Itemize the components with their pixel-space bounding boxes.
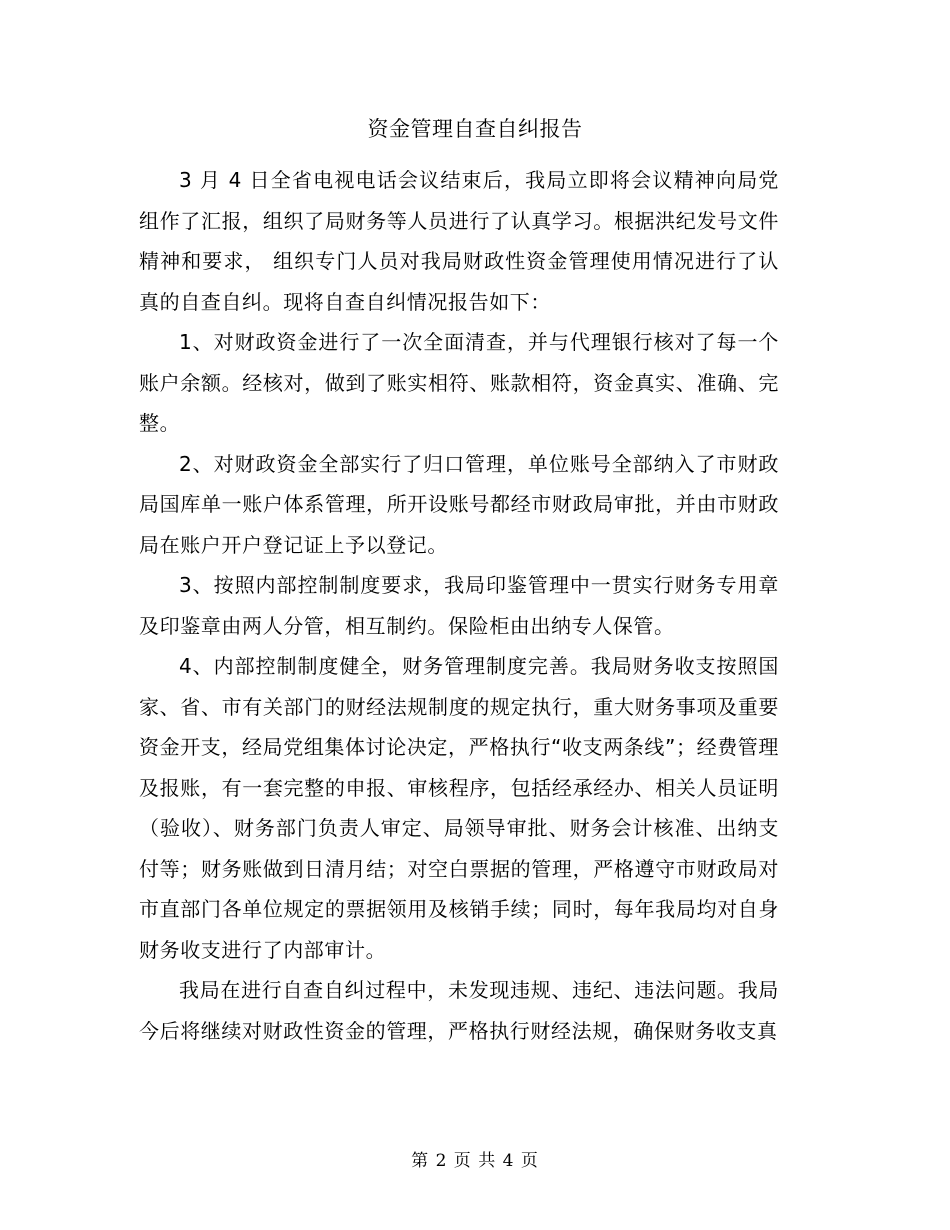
page-number-footer: 第 2 页 共 4 页 — [411, 1151, 539, 1171]
document-title: 资金管理自查自纠报告 — [367, 117, 583, 141]
paragraph-item-3: 3、按照内部控制制度要求，我局印鉴管理中一贯实行财务专用章及印鉴章由两人分管，相互制约。保险柜由出纳专人保管。 — [139, 573, 779, 638]
paragraph-item-2: 2、对财政资金全部实行了归口管理，单位账号全部纳入了市财政局国库单一账户体系管理，所开设账号都经市财政局审批，并由市财政局在账户开户登记证上予以登记。 — [139, 451, 779, 557]
paragraph-intro: 3 月 4 日全省电视电话会议结束后，我局立即将会议精神向局党组作了汇报，组织了局财务等人员进行了认真学习。根据洪纪发号文件精神和要求， 组织专门人员对我局财政性资金管理使用情况进行了认真的自查自纠。现将自查自纠情况报告如下： — [139, 168, 779, 314]
document-body — [139, 160, 779, 1051]
paragraph-conclusion: 我局在进行自查自纠过程中，未发现违规、违纪、违法问题。我局今后将继续对财政性资金的管理，严格执行财经法规，确保财务收支真 — [139, 978, 779, 1043]
paragraph-item-1: 1、对财政资金进行了一次全面清查，并与代理银行核对了每一个账户余额。经核对，做到了账实相符、账款相符，资金真实、准确、完整。 — [139, 330, 779, 435]
paragraph-item-4: 4、内部控制制度健全，财务管理制度完善。我局财务收支按照国家、省、市有关部门的财经法规制度的规定执行，重大财务事项及重要资金开支，经局党组集体讨论决定，严格执行“收支两条线”；经费管理及报账，有一套完整的申报、审核程序，包括经承经办、相关人员证明（验收）、财务部门负责人审定、局领导审批、财务会计核准、出纳支付等；财务账做到日清月结；对空白票据的管理，严格遵守市财政局对市直部门各单位规定的票据领用及核销手续；同时，每年我局均对自身财务收支进行了内部审计。 — [139, 654, 779, 962]
